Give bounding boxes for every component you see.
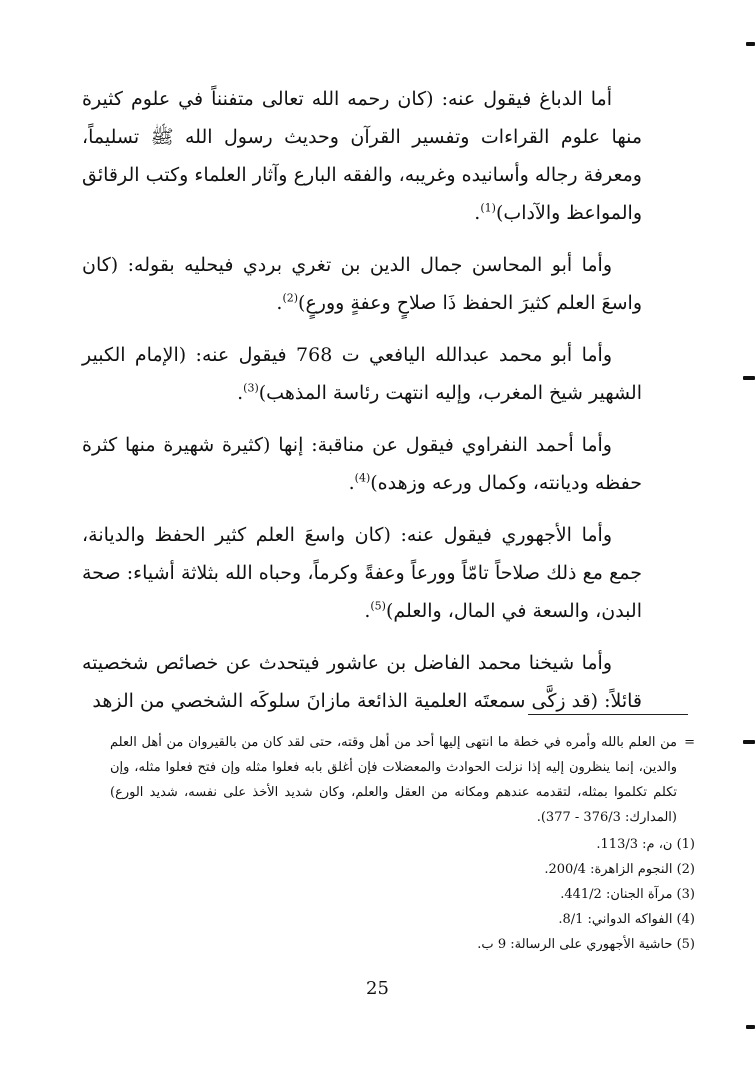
paragraph-dabbagh: أما الدباغ فيقول عنه: (كان رحمه الله تعالى متفنناً في علوم كثيرة منها علوم القراءات وتفسير القرآن وحديث رسول الله ﷺ تسليماً، ومعرفة رجاله وأسانيده وغريبه، والفقه البارع وآثار العلماء وكتب الرقائق والمواعظ والآداب)$^{(1)}$. — [82, 88, 642, 224]
paragraph-nafrawi: وأما أحمد النفراوي فيقول عن مناقبة: إنها (كثيرة شهيرة منها كثرة حفظه وديانته، وكمال ورعه وزهده)$^{(4)}$. — [82, 434, 642, 494]
footnote-ref-2[interactable]: (2) — [282, 291, 299, 305]
edge-mark-lower — [743, 740, 755, 744]
footnote-ref-3[interactable]: (3) — [243, 381, 259, 395]
footnote-list — [110, 832, 695, 957]
paragraph-yafii: وأما أبو محمد عبدالله اليافعي ت 768 فيقول عنه: (الإمام الكبير الشهير شيخ المغرب، وإليه انتهت رئاسة المذهب)$^{(3)}$. — [82, 344, 642, 404]
edge-mark-middle — [743, 376, 755, 380]
footnote-ref-4[interactable]: (4) — [354, 471, 371, 485]
footnote-4: (4) الفواكه الدواني: 8/1. — [558, 912, 695, 927]
continuation-mark: = — [684, 735, 695, 750]
paragraph-abu-al-mahasin: وأما أبو المحاسن جمال الدين بن تغري بردي فيحليه بقوله: (كان واسعَ العلم كثيرَ الحفظ ذَا صلاحٍ وعفةٍ وورعٍ)$^{(2)}$. — [82, 254, 642, 314]
paragraph-ajhouri: وأما الأجهوري فيقول عنه: (كان واسعَ العلم كثير الحفظ والديانة، جمع مع ذلك صلاحاً تامّاً وورعاً وعفةً وكرماً، وحباه الله بثلاثة أشياء: صحة البدن، والسعة في المال، والعلم)$^{(5)}$. — [82, 524, 642, 622]
footnotes — [110, 730, 695, 957]
footnote-5: (5) حاشية الأجهوري على الرسالة: 9 ب. — [477, 937, 695, 952]
edge-mark-top — [746, 42, 755, 46]
continuation-text: من العلم بالله وأمره في خطة ما انتهى إليها أحد من أهل وقته، حتى لقد كان من بالقيروان من أهل العلم والدين، إنما ينظرون إليه إذا نزلت الحوادث والمعضلات فإن أغلق بابه فعلوا مثله وإن فتح فعلوا مثله، وإن تكلم تكلموا بمثله، لتقدمه عندهم ومكانه من العقل والعلم، وكان شديد الأخذ على نفسه، شديد الورع) (المدارك: 376/3 - 377). — [110, 735, 677, 825]
footnote-1: (1) ن، م: 113/3. — [596, 837, 695, 852]
footnote-separator — [528, 714, 688, 715]
paragraph-ibn-ashour: وأما شيخنا محمد الفاضل بن عاشور فيتحدث عن خصائص شخصيته قائلاً: (قد زكَّى سمعتَه العلمية الذائعة مازانَ سلوكَه الشخصي من الزهد — [82, 652, 642, 712]
page-number: 25 — [366, 978, 389, 999]
footnote-ref-5[interactable]: (5) — [370, 599, 386, 613]
footnote-continuation — [110, 730, 695, 830]
edge-mark-bottom — [746, 1025, 755, 1029]
main-text — [82, 80, 642, 734]
footnote-3: (3) مرآة الجنان: 441/2. — [560, 887, 695, 902]
footnote-2: (2) النجوم الزاهرة: 200/4. — [544, 862, 695, 877]
footnote-ref-1[interactable]: (1) — [480, 201, 496, 215]
